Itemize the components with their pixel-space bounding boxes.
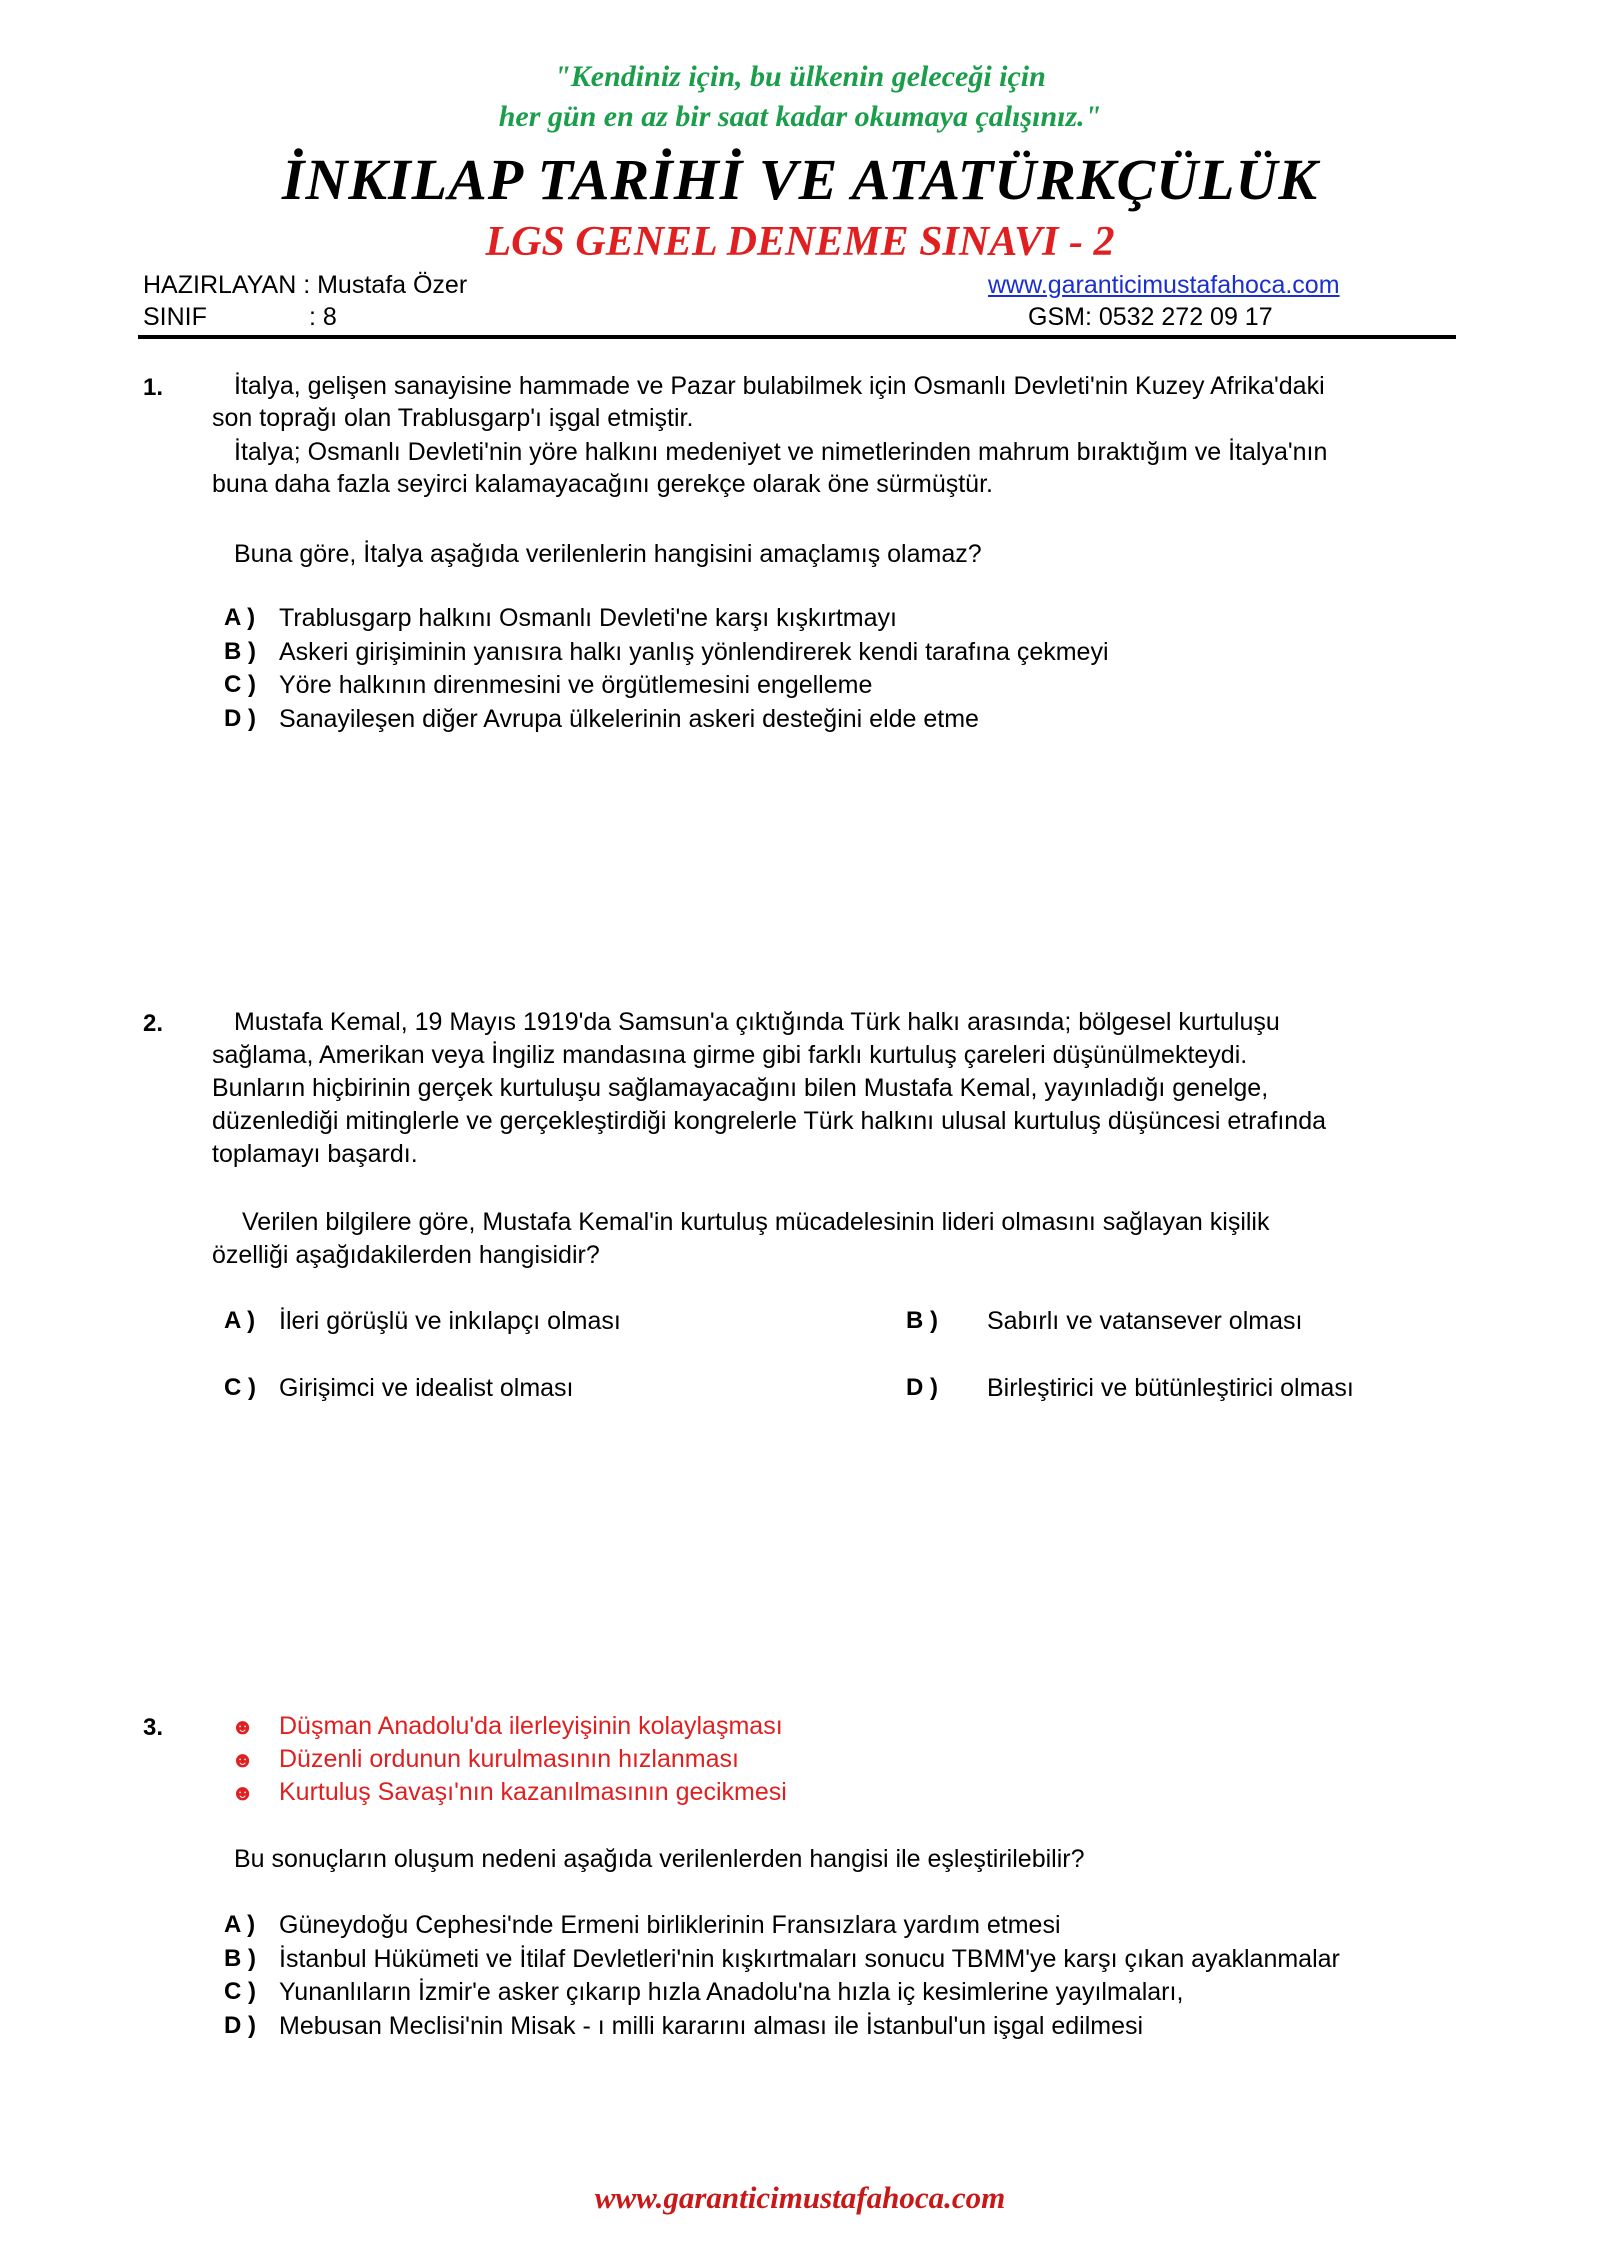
option-d-text[interactable]: Birleştirici ve bütünleştirici olması: [987, 1374, 1354, 1402]
question-text-line: Mustafa Kemal, 19 Mayıs 1919'da Samsun'a çıktığında Türk halkı arasında; bölgesel kurtuluşu: [234, 1008, 1280, 1036]
question-prompt: özelliği aşağıdakilerden hangisidir?: [212, 1241, 600, 1269]
option-a-text[interactable]: Güneydoğu Cephesi'nde Ermeni birliklerinin Fransızlara yardım etmesi: [279, 1911, 1061, 1939]
result-bullet-text: Düzenli ordunun kurulmasının hızlanması: [279, 1745, 739, 1773]
phone-number: GSM: 0532 272 09 17: [1028, 303, 1273, 331]
question-text-line: son toprağı olan Trablusgarp'ı işgal etmiştir.: [212, 404, 694, 432]
option-b-letter[interactable]: B ): [224, 1945, 256, 1972]
question-prompt: Verilen bilgilere göre, Mustafa Kemal'in kurtuluş mücadelesinin lideri olmasını sağlayan kişilik: [242, 1208, 1270, 1236]
option-b-letter[interactable]: B ): [224, 638, 256, 665]
smiley-bullet-icon: ☻: [231, 1780, 255, 1805]
option-c-letter[interactable]: C ): [224, 1374, 256, 1401]
author-label: HAZIRLAYAN : Mustafa Özer: [143, 271, 468, 299]
question-text-line: İtalya; Osmanlı Devleti'nin yöre halkını medeniyet ve nimetlerinden mahrum bıraktığım ve İtalya'nın: [234, 438, 1328, 466]
option-b-text[interactable]: Sabırlı ve vatansever olması: [987, 1307, 1303, 1335]
question-text-line: düzenlediği mitinglerle ve gerçekleştirdiği kongrelerle Türk halkını ulusal kurtuluş düşüncesi etrafında: [212, 1107, 1327, 1135]
motto-line-2: her gün en az bir saat kadar okumaya çalışınız.": [498, 100, 1102, 133]
class-label: SINIF: [143, 303, 207, 331]
option-a-letter[interactable]: A ): [224, 1911, 256, 1938]
option-d-letter[interactable]: D ): [906, 1374, 938, 1401]
footer-website: www.garanticimustafahoca.com: [594, 2180, 1006, 2215]
option-d-letter[interactable]: D ): [224, 2012, 256, 2039]
result-bullet-text: Düşman Anadolu'da ilerleyişinin kolaylaşması: [279, 1712, 783, 1740]
question-number: 3.: [143, 1714, 164, 1741]
option-b-text[interactable]: Askeri girişiminin yanısıra halkı yanlış yönlendirerek kendi tarafına çekmeyi: [279, 638, 1109, 666]
result-bullet-text: Kurtuluş Savaşı'nın kazanılmasının gecikmesi: [279, 1778, 787, 1806]
option-b-text[interactable]: İstanbul Hükümeti ve İtilaf Devletleri'nin kışkırtmaları sonucu TBMM'ye karşı çıkan ayaklanmalar: [279, 1945, 1340, 1973]
question-number: 1.: [143, 374, 164, 401]
option-d-text[interactable]: Mebusan Meclisi'nin Misak - ı milli kararını alması ile İstanbul'un işgal edilmesi: [279, 2012, 1144, 2040]
option-a-text[interactable]: Trablusgarp halkını Osmanlı Devleti'ne karşı kışkırtmayı: [279, 604, 897, 632]
question-number: 2.: [143, 1010, 164, 1037]
motto-line-1: "Kendiniz için, bu ülkenin geleceği için: [554, 60, 1046, 93]
option-c-letter[interactable]: C ): [224, 671, 256, 698]
option-d-text[interactable]: Sanayileşen diğer Avrupa ülkelerinin askeri desteğini elde etme: [279, 705, 979, 733]
smiley-bullet-icon: ☻: [231, 1714, 255, 1739]
option-a-text[interactable]: İleri görüşlü ve inkılapçı olması: [279, 1307, 621, 1335]
smiley-bullet-icon: ☻: [231, 1747, 255, 1772]
question-text-line: toplamayı başardı.: [212, 1140, 418, 1168]
question-text-line: İtalya, gelişen sanayisine hammade ve Pazar bulabilmek için Osmanlı Devleti'nin Kuzey Afrika'daki: [234, 372, 1325, 400]
option-a-letter[interactable]: A ): [224, 1307, 256, 1334]
option-c-text[interactable]: Yöre halkının direnmesini ve örgütlemesini engelleme: [279, 671, 873, 699]
option-c-text[interactable]: Yunanlıların İzmir'e asker çıkarıp hızla Anadolu'na hızla iç kesimlerine yayılmaları,: [279, 1978, 1184, 2006]
option-c-text[interactable]: Girişimci ve idealist olması: [279, 1374, 574, 1402]
option-d-letter[interactable]: D ): [224, 705, 256, 732]
question-text-line: buna daha fazla seyirci kalamayacağını gerekçe olarak öne sürmüştür.: [212, 470, 993, 498]
page-subtitle: LGS GENEL DENEME SINAVI - 2: [485, 219, 1115, 265]
question-prompt: Buna göre, İtalya aşağıda verilenlerin hangisini amaçlamış olamaz?: [234, 540, 982, 568]
question-prompt: Bu sonuçların oluşum nedeni aşağıda verilenlerden hangisi ile eşleştirilebilir?: [234, 1845, 1085, 1873]
header-website-link[interactable]: www.garanticimustafahoca.com: [988, 271, 1340, 299]
option-c-letter[interactable]: C ): [224, 1978, 256, 2005]
question-text-line: sağlama, Amerikan veya İngiliz mandasına girme gibi farklı kurtuluş çareleri düşünülmekteydi.: [212, 1041, 1248, 1069]
option-a-letter[interactable]: A ): [224, 604, 256, 631]
page-title: İNKILAP TARİHİ VE ATATÜRKÇÜLÜK: [281, 147, 1319, 212]
class-value: : 8: [309, 303, 337, 331]
option-b-letter[interactable]: B ): [906, 1307, 938, 1334]
question-text-line: Bunların hiçbirinin gerçek kurtuluşu sağlamayacağını bilen Mustafa Kemal, yayınladığı genelge,: [212, 1074, 1269, 1102]
header-divider: [138, 335, 1456, 339]
